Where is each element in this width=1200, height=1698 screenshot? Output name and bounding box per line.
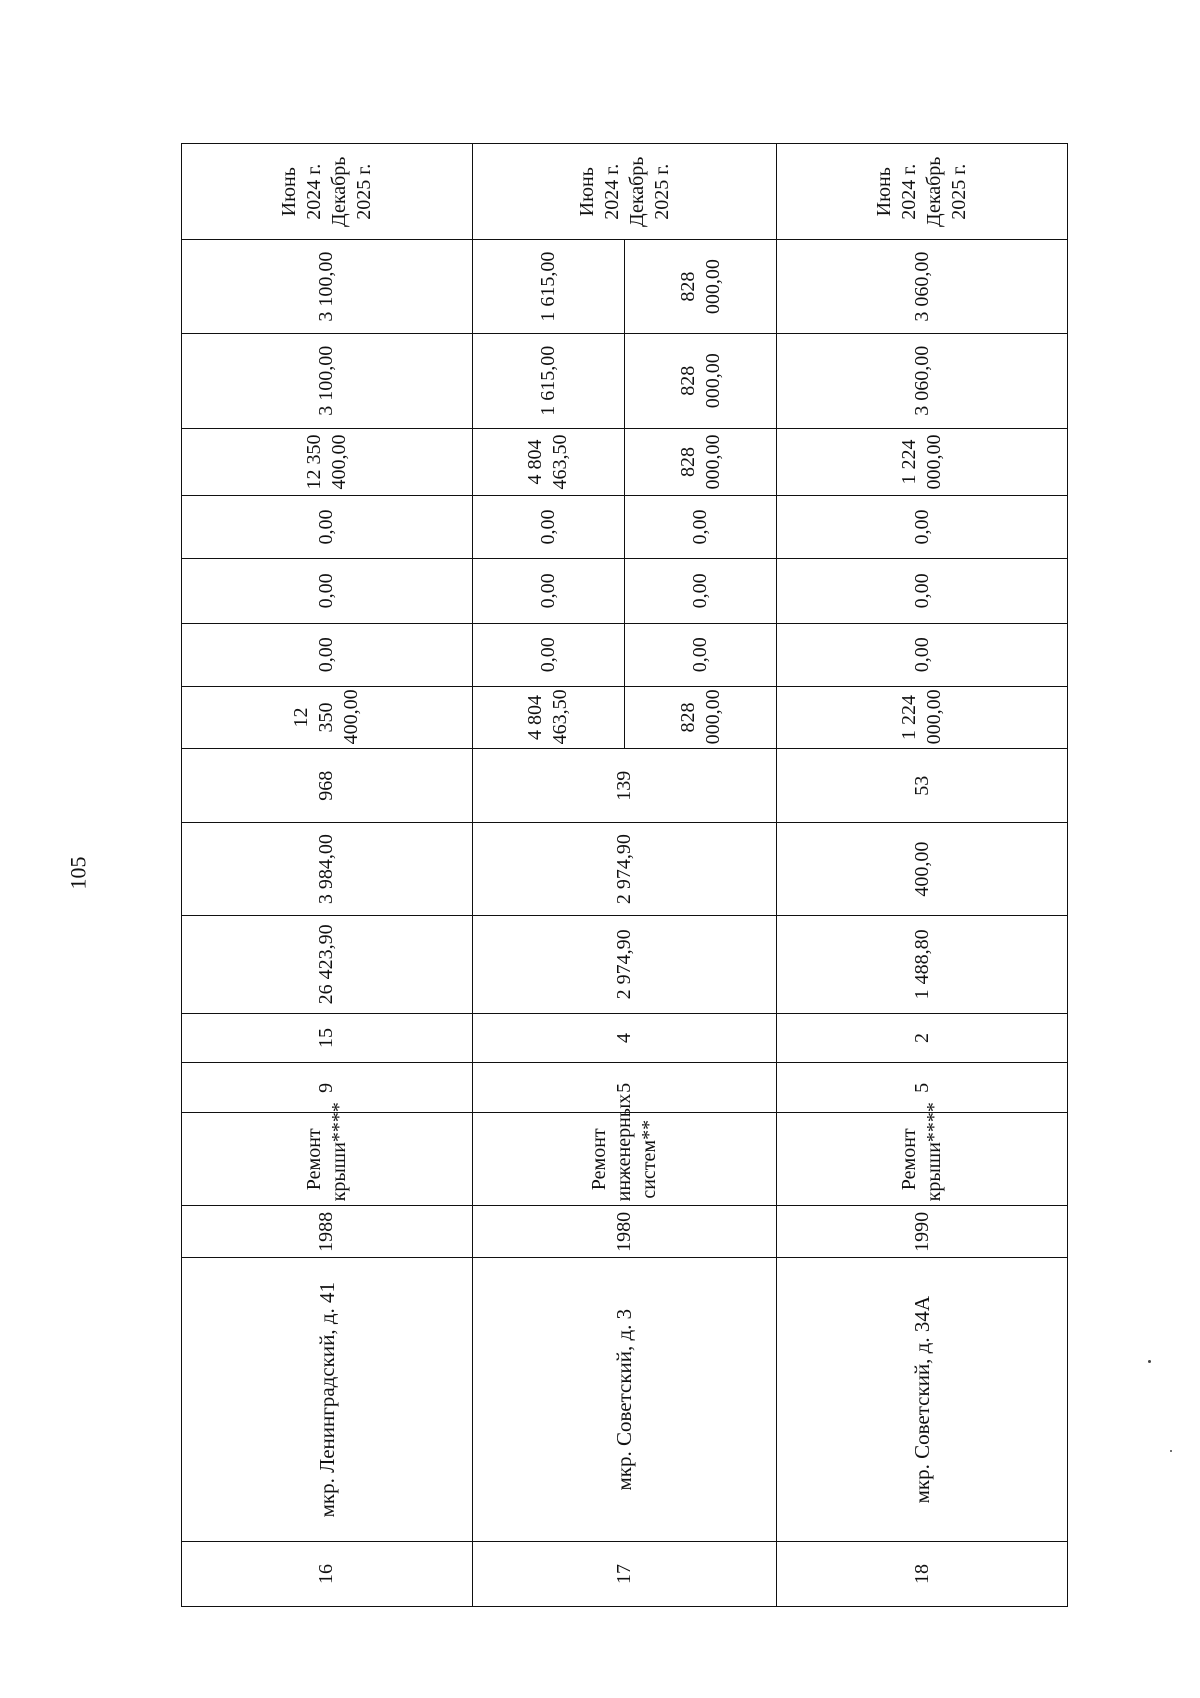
cell-period (472, 144, 777, 241)
period-end: Декабрь 2025 г. (923, 156, 971, 227)
rotated-table-frame (181, 143, 1200, 1585)
work-type: Ремонт инженерных систем** (472, 1113, 777, 1206)
cell-max-unit-cost: 1 615,00 (472, 240, 624, 333)
cell-total-area: 26 423,90 (182, 916, 473, 1013)
cell-cost-fund: 828 000,00 (625, 428, 777, 495)
work-type: Ремонт крыши**** (777, 1113, 1068, 1206)
year: 1980 (472, 1206, 777, 1258)
cell-cost-total: 1 224 000,00 (777, 686, 1068, 749)
work-type: Ремонт крыши**** (182, 1113, 473, 1206)
cell-repair-area: 3 984,00 (182, 823, 473, 916)
cell-residents: 968 (182, 749, 473, 823)
cell-cost-c: 0,00 (625, 496, 777, 559)
cell-cost-total: 12 350 400,00 (182, 686, 473, 749)
cell-total-area: 1 488,80 (777, 916, 1068, 1013)
cell-cost-total: 4 804 463,50 (472, 686, 624, 749)
cell-unit-cost: 828 000,00 (625, 333, 777, 428)
cell-unit-cost: 1 615,00 (472, 333, 624, 428)
cell-total-area: 2 974,90 (472, 916, 777, 1013)
cell-cost-c: 0,00 (472, 496, 624, 559)
table-row (472, 144, 624, 1607)
cell-cost-b: 0,00 (472, 558, 624, 623)
scan-speck (1170, 1450, 1172, 1452)
cell-residents: 53 (777, 749, 1068, 823)
cell-floors: 9 (182, 1063, 473, 1113)
cell-cost-b: 0,00 (182, 558, 473, 623)
period-end: Декабрь 2025 г. (625, 156, 673, 227)
table-row (182, 144, 473, 1607)
repair-table (181, 143, 1068, 1607)
cell-cost-c: 0,00 (182, 496, 473, 559)
cell-max-unit-cost: 828 000,00 (625, 240, 777, 333)
period-start: Июнь 2024 г. (873, 163, 921, 220)
cell-unit-cost: 3 060,00 (777, 333, 1068, 428)
year: 1988 (182, 1206, 473, 1258)
year: 1990 (777, 1206, 1068, 1258)
address: мкр. Советский, д. 34А (777, 1258, 1068, 1542)
cell-entrances: 15 (182, 1013, 473, 1063)
address: мкр. Советский, д. 3 (472, 1258, 777, 1542)
cell-cost-a: 0,00 (777, 623, 1068, 686)
cell-cost-a: 0,00 (472, 623, 624, 686)
period-start: Июнь 2024 г. (575, 163, 623, 220)
cell-cost-a: 0,00 (625, 623, 777, 686)
cell-cost-fund: 4 804 463,50 (472, 428, 624, 495)
scan-speck (1148, 1360, 1151, 1363)
cell-residents: 139 (472, 749, 777, 823)
table-row (777, 144, 1068, 1607)
cell-entrances: 2 (777, 1013, 1068, 1063)
cell-cost-total: 828 000,00 (625, 686, 777, 749)
cell-cost-a: 0,00 (182, 623, 473, 686)
period-start: Июнь 2024 г. (277, 163, 325, 220)
cell-floors: 5 (777, 1063, 1068, 1113)
row-number: 18 (777, 1542, 1068, 1607)
cell-cost-fund: 1 224 000,00 (777, 428, 1068, 495)
cell-cost-b: 0,00 (777, 558, 1068, 623)
cell-floors: 5 (472, 1063, 777, 1113)
cell-repair-area: 400,00 (777, 823, 1068, 916)
period-end: Декабрь 2025 г. (327, 156, 375, 227)
cell-cost-c: 0,00 (777, 496, 1068, 559)
cell-entrances: 4 (472, 1013, 777, 1063)
page-number: 105 (65, 856, 91, 890)
row-number: 17 (472, 1542, 777, 1607)
cell-unit-cost: 3 100,00 (182, 333, 473, 428)
address: мкр. Ленинградский, д. 41 (182, 1258, 473, 1542)
rotated-table (181, 143, 1068, 1607)
cell-repair-area: 2 974,90 (472, 823, 777, 916)
cell-cost-b: 0,00 (625, 558, 777, 623)
cell-max-unit-cost: 3 100,00 (182, 240, 473, 333)
cell-period (182, 144, 473, 241)
cell-cost-fund: 12 350 400,00 (182, 428, 473, 495)
row-number: 16 (182, 1542, 473, 1607)
cell-period (777, 144, 1068, 241)
cell-max-unit-cost: 3 060,00 (777, 240, 1068, 333)
